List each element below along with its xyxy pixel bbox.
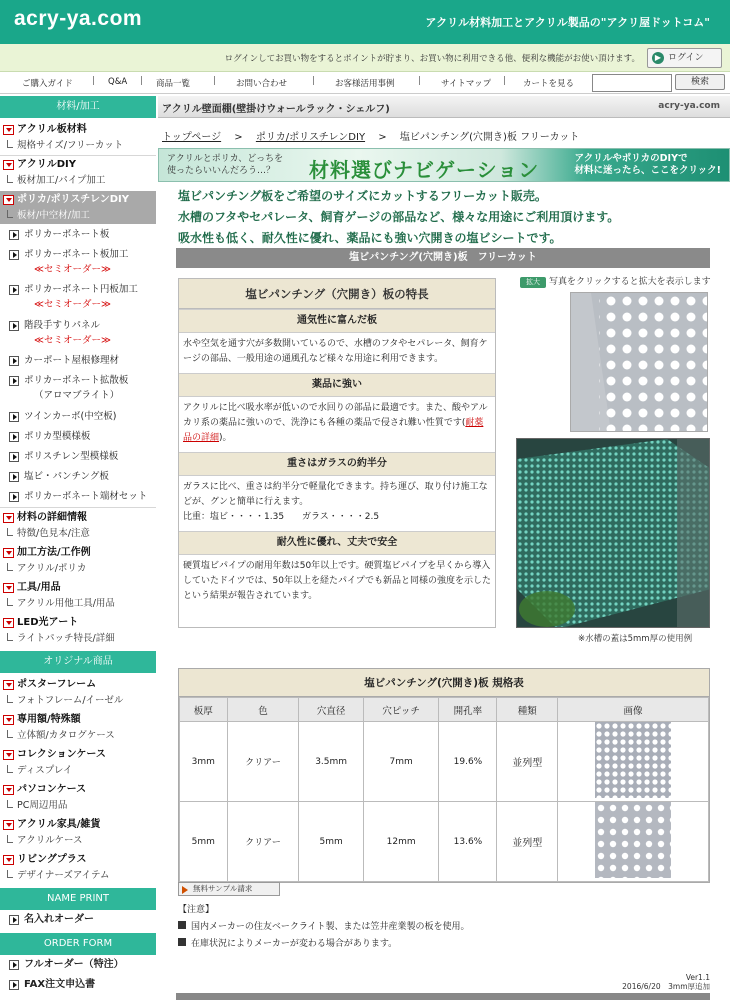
chevron-down-icon [3,820,14,830]
tree-line-icon [7,765,13,773]
sidebar-item-label: ポリカーボネート板加工 [24,249,129,260]
sidebar-item-polycarbonate-disc[interactable] [0,282,156,312]
feature-heading: 薬品に強い [179,373,495,397]
zoom-icon: 拡大 [520,277,546,288]
sidebar-item-pc-pattern[interactable] [0,429,156,444]
sidebar-item-carport[interactable] [0,353,156,368]
page-title-bar [158,96,730,118]
login-button-label: ログイン [668,53,704,63]
arrow-right-icon [9,472,19,482]
sidebar-sub-tools[interactable] [0,596,156,612]
sidebar-sub-collection[interactable] [0,763,156,779]
chevron-down-icon [3,618,14,628]
material-navigation-banner[interactable] [158,148,730,182]
site-logo[interactable]: acry-ya.com [14,7,143,30]
sidebar-sub-label: アクリルケース [17,835,83,846]
table-header-row [180,698,709,722]
feature-heading: 通気性に富んだ板 [179,309,495,333]
spec-title: 塩ビパンチング(穴開き)板 規格表 [179,669,709,697]
tree-line-icon [7,800,13,808]
sidebar-item-label: ツインカーボ(中空板) [24,411,117,422]
specific-gravity: 比重：塩ビ・・・・1.35 ガラス・・・・2.5 [183,512,380,522]
breadcrumb [162,128,579,143]
chevron-down-icon [3,855,14,865]
sidebar-item-label: ポリカーボネート端材セット [24,491,148,502]
col-type: 種類 [497,698,558,722]
sidebar-sub-label: PC周辺用品 [17,800,68,811]
intro-line: 吸水性も低く、耐久性に優れ、薬品にも強い穴開きの塩ビシートです。 [178,231,562,245]
site-header [0,0,730,44]
tree-line-icon [7,695,13,703]
sidebar-sub-methods[interactable] [0,561,156,577]
sidebar-sub-label: デザイナーズアイテム [17,870,110,881]
sidebar-sub-label: ライトパッチ特長/詳細 [17,633,115,644]
notes [178,902,710,953]
nav-separator: | [92,76,96,86]
tree-line-icon [7,633,13,641]
sidebar-sub-label: アクリル用他工具/用品 [17,598,115,609]
version-number: Ver1.1 [685,973,710,982]
tree-line-icon [7,563,13,571]
sidebar-cat-label: ポリカ/ポリスチレンDIY [17,194,129,205]
divider [0,507,156,508]
sample-5mm-image [595,802,671,878]
punching-sheet-photo[interactable] [570,292,708,432]
nav-products[interactable]: 商品一覧 [156,79,191,89]
sidebar-cat-special-frame[interactable] [0,711,156,729]
sidebar-sub-acrylic-diy[interactable] [0,173,156,189]
intro-line: 塩ビパンチング板をご希望のサイズにカットするフリーカット販売。 [178,189,547,203]
main-content [158,96,730,1000]
note-text: 国内メーカーの住友ベークライト製、または笠井産業製の板を使用。 [191,922,470,932]
sidebar-cat-label: リビングプラス [17,854,87,865]
sidebar-cat-label: コレクションケース [17,749,106,760]
sidebar-cat-label: ポスターフレーム [17,679,97,690]
sidebar-cat-label: アクリルDIY [17,159,76,170]
cell-image[interactable] [558,802,709,882]
feature-text [179,476,495,531]
nav-cases[interactable]: お客様活用事例 [335,79,395,89]
banner-question: アクリルとポリカ、どっちを 使ったらいいんだろう…？ [167,154,284,176]
semi-order-tag: ≪セミオーダー≫ [34,299,111,310]
sidebar-item-label: ポリカーボネート円板加工 [24,284,138,295]
sidebar-cat-label: 加工方法/工作例 [17,547,91,558]
nav-separator: | [213,76,217,86]
version-date: 2016/6/20 3mm厚追加 [622,982,710,991]
sidebar-cat-led[interactable] [0,614,156,632]
sidebar-cat-details[interactable] [0,509,156,527]
feature-text: 水や空気を通す穴が多数開いているので、水槽のフタやセパレータ、飼育ケージの部品、一般用途の通風孔など様々な用途に利用できます。 [183,339,488,364]
sidebar-sub-led[interactable] [0,631,156,647]
nav-sitemap[interactable]: サイトマップ [441,79,492,89]
sidebar-item-label: FAX注文申込書 [24,979,96,990]
sidebar-item-label: 名入れオーダー [24,914,94,925]
chemical-resistance-link[interactable]: 耐薬品の詳細 [183,418,484,443]
bullet-icon [178,921,186,929]
sidebar-cat-polycarbonate[interactable] [0,191,156,209]
cell-image[interactable] [558,722,709,802]
sidebar-section-materials: 材料/加工 [0,96,156,118]
cell-color: クリアー [227,802,299,882]
sidebar-cat-label: LED光アート [17,617,79,628]
bullet-icon [178,938,186,946]
table-row [180,802,709,882]
sidebar-item-label: カーポート屋根修理材 [24,355,120,366]
breadcrumb-separator: > [224,132,253,143]
login-bar [0,44,730,72]
sidebar-sub-acrylic[interactable] [0,138,156,154]
feature-text [179,397,495,452]
zoom-hint [520,274,711,288]
sidebar-cat-label: 材料の詳細情報 [17,512,87,523]
sidebar-sub-label: 板材/中空材/加工 [17,210,90,221]
chevron-down-icon [3,195,14,205]
nav-separator: | [140,76,144,86]
sidebar-item-offcut-set[interactable] [0,489,156,504]
sidebar-cat-poster[interactable] [0,676,156,694]
sidebar-item-label: ポリスチレン型模様板 [24,451,119,462]
banner-title: 材料選びナビゲーション [309,158,540,182]
nav-contact[interactable]: お問い合わせ [236,79,288,89]
sidebar-sub-label: ディスプレイ [17,765,73,776]
notes-heading: 【注意】 [178,905,215,915]
arrow-right-icon [9,492,19,502]
col-hole-pitch: 穴ピッチ [363,698,439,722]
perforated-sheet-image [571,293,708,432]
col-image: 画像 [558,698,709,722]
arrow-right-icon [9,452,19,462]
sidebar-item-stair-panel[interactable] [0,318,156,348]
col-color: 色 [227,698,299,722]
sidebar-sub-furniture[interactable] [0,833,156,849]
arrow-right-icon [9,230,19,240]
tree-line-icon [7,175,13,183]
free-sample-button[interactable] [178,882,280,896]
breadcrumb-category[interactable]: ポリカ/ポリスチレンDIY [255,132,366,143]
sidebar-cat-label: 工具/用品 [17,582,61,593]
features-title: 塩ビパンチング（穴開き）板の特長 [179,279,495,309]
sidebar-item-label: ポリカーボネート拡散板 [24,375,129,386]
chevron-down-icon [3,583,14,593]
arrow-right-icon [9,285,19,295]
sidebar-sub-label: 板材加工/パイプ加工 [17,175,106,186]
sidebar-cat-furniture[interactable] [0,816,156,834]
spec-table [179,697,709,882]
chevron-down-icon [3,160,14,170]
sidebar-sub-polycarbonate[interactable] [0,208,156,224]
chevron-down-icon [3,785,14,795]
feature-heading: 耐久性に優れ、丈夫で安全 [179,531,495,555]
sidebar-section-original: オリジナル商品 [0,651,156,673]
sidebar-cat-acrylic[interactable] [0,121,156,139]
feature-text: 硬質塩ビパイプの耐用年数は50年以上です。硬質塩ビパイプを早くから導入していたドイツでは、50年以上を経たパイプでも新品と同様の強度を示したという結果が報告されています。 [183,561,492,601]
sidebar-cat-living[interactable] [0,851,156,869]
aquarium-lid-photo[interactable] [516,438,710,628]
tree-line-icon [7,598,13,606]
sidebar-item-polycarbonate-processing[interactable] [0,247,156,277]
login-button[interactable] [647,48,722,68]
intro-text [178,186,718,249]
chevron-down-icon [3,715,14,725]
arrow-right-icon [9,412,19,422]
sidebar [0,96,156,1000]
nav-qa[interactable]: Q&A [108,77,128,87]
semi-order-tag: ≪セミオーダー≫ [34,264,111,275]
sidebar-cat-tools[interactable] [0,579,156,597]
arrow-right-icon [9,915,19,925]
tree-line-icon [7,140,13,148]
search-button[interactable]: 検索 [675,74,725,90]
banner-cta: アクリルやポリカのDIYで 材料に迷ったら、ここをクリック! [574,153,721,176]
sidebar-sub-label: 特徴/色見本/注意 [17,528,90,539]
arrow-right-icon [9,356,19,366]
sidebar-sub-label: アクリル/ポリカ [17,563,87,574]
sidebar-cat-acrylic-diy[interactable] [0,156,156,174]
intro-line: 水槽のフタやセパレータ、飼育ゲージの部品など、様々な用途にご利用頂けます。 [178,210,620,224]
sidebar-item-pvc-punching[interactable] [0,469,156,484]
sidebar-item-diffuser[interactable] [0,373,156,403]
tree-line-icon [7,210,13,218]
feature-text-end: )。 [219,433,232,443]
arrow-right-icon [9,980,19,990]
sidebar-sub-poster[interactable] [0,693,156,709]
sidebar-item-polycarbonate-sheet[interactable] [0,227,156,242]
sidebar-sub-label: 規格サイズ/フリーカット [17,140,124,151]
breadcrumb-separator: > [368,132,397,143]
cell-hole-diameter: 3.5mm [299,722,363,802]
cell-thickness: 3mm [180,722,228,802]
photo-caption: ※水槽の蓋は5mm厚の使用例 [578,634,693,644]
table-row [180,722,709,802]
col-open-ratio: 開孔率 [439,698,497,722]
sidebar-sub-living[interactable] [0,868,156,884]
brand-label: acry-ya.com [658,101,720,111]
note-item [178,919,710,936]
nav-separator: | [312,76,316,86]
sidebar-cat-label: 専用額/特殊額 [17,714,81,725]
sidebar-item-label: ポリカーボネート板 [24,229,110,240]
breadcrumb-top[interactable]: トップページ [162,132,222,143]
sidebar-item-twincarbo[interactable] [0,409,156,424]
arrow-right-icon [9,321,19,331]
site-tagline: アクリル材料加工とアクリル製品の"アクリ屋ドットコム" [425,16,710,29]
zoom-hint-text: 写真をクリックすると拡大を表示します [549,277,711,287]
sidebar-section-order-form: ORDER FORM [0,933,156,955]
section-heading: 塩ビパンチング(穴開き)板 フリーカット [176,248,710,268]
cell-hole-pitch: 12mm [363,802,439,882]
cell-type: 並列型 [497,722,558,802]
sidebar-cat-collection[interactable] [0,746,156,764]
tree-line-icon [7,835,13,843]
sidebar-sub-label: フォトフレーム/イーゼル [17,695,124,706]
feature-text-body: アクリルに比べ吸水率が低いので水回りの部品に最適です。また、酸やアルカリ系の薬品に強いので、洗浄にも各種の薬品で侵され難い性質です( [183,403,488,428]
feature-heading: 重さはガラスの約半分 [179,452,495,476]
cell-open-ratio: 19.6% [439,722,497,802]
sidebar-cat-label: アクリル家具/雑貨 [17,819,101,830]
nav-separator: | [418,76,422,86]
sidebar-item-label: ポリカ型模様板 [24,431,91,442]
col-thickness: 板厚 [180,698,228,722]
note-item [178,936,710,953]
chevron-down-icon [3,750,14,760]
sidebar-item-full-order[interactable] [0,957,156,972]
cell-hole-diameter: 5mm [299,802,363,882]
sidebar-item-label: 階段手すりパネル [24,320,101,331]
breadcrumb-current: 塩ビパンチング(穴開き)板 フリーカット [399,132,580,143]
nav-guide[interactable]: ご購入ガイド [22,79,73,89]
page-title: アクリル壁面棚(壁掛けウォールラック・シェルフ) [162,104,390,115]
sidebar-cat-label: パソコンケース [17,784,87,795]
sidebar-sub-special-frame[interactable] [0,728,156,744]
sidebar-sub-details[interactable] [0,526,156,542]
tree-line-icon [7,870,13,878]
search-input[interactable] [592,74,672,92]
play-icon [182,886,188,894]
footer-bar [176,993,710,1000]
login-message: ログインしてお買い物をするとポイントが貯まり、お買い物に利用できる他、便利な機能がお使い頂けます。 [224,54,640,64]
cell-color: クリアー [227,722,299,802]
arrow-right-icon [9,960,19,970]
spec-table-box [178,668,710,883]
sidebar-item-name-order[interactable] [0,912,156,927]
sample-3mm-image [595,722,671,798]
chevron-down-icon [3,513,14,523]
semi-order-tag: ≪セミオーダー≫ [34,335,111,346]
free-sample-label: 無料サンプル請求 [193,884,253,893]
cell-open-ratio: 13.6% [439,802,497,882]
features-box [178,278,496,628]
sidebar-section-name-print: NAME PRINT [0,888,156,910]
arrow-right-icon [9,432,19,442]
note-text: 在庫状況によりメーカーが変わる場合があります。 [191,939,398,949]
chevron-down-icon [3,680,14,690]
cell-type: 並列型 [497,802,558,882]
chevron-down-icon [3,548,14,558]
chevron-down-icon [3,125,14,135]
sidebar-cat-pc-case[interactable] [0,781,156,799]
nav-separator: | [503,76,507,86]
sidebar-item-label: 塩ビ・パンチング板 [24,471,109,482]
sidebar-sub-pc-case[interactable] [0,798,156,814]
sidebar-cat-label: アクリル板材料 [17,124,87,135]
version-info [622,973,710,991]
arrow-right-icon: ▶ [652,52,664,64]
sidebar-item-fax-order[interactable] [0,977,156,992]
cell-thickness: 5mm [180,802,228,882]
sidebar-cat-methods[interactable] [0,544,156,562]
tree-line-icon [7,730,13,738]
feature-text-body: ガラスに比べ、重さは約半分で軽量化できます。持ち運び、取り付け施工などが、グンと簡単に行えます。 [183,482,488,507]
aquarium-image [517,439,710,628]
nav-cart[interactable]: カートを見る [523,79,575,89]
sidebar-sub-label: 立体額/カタログケース [17,730,115,741]
sidebar-item-sublabel: （アロマブライト） [34,390,120,401]
arrow-right-icon [9,376,19,386]
sidebar-item-label: フルオーダー（特注） [24,959,124,970]
cell-hole-pitch: 7mm [363,722,439,802]
sidebar-item-ps-pattern[interactable] [0,449,156,464]
tree-line-icon [7,528,13,536]
arrow-right-icon [9,250,19,260]
col-hole-diameter: 穴直径 [299,698,363,722]
